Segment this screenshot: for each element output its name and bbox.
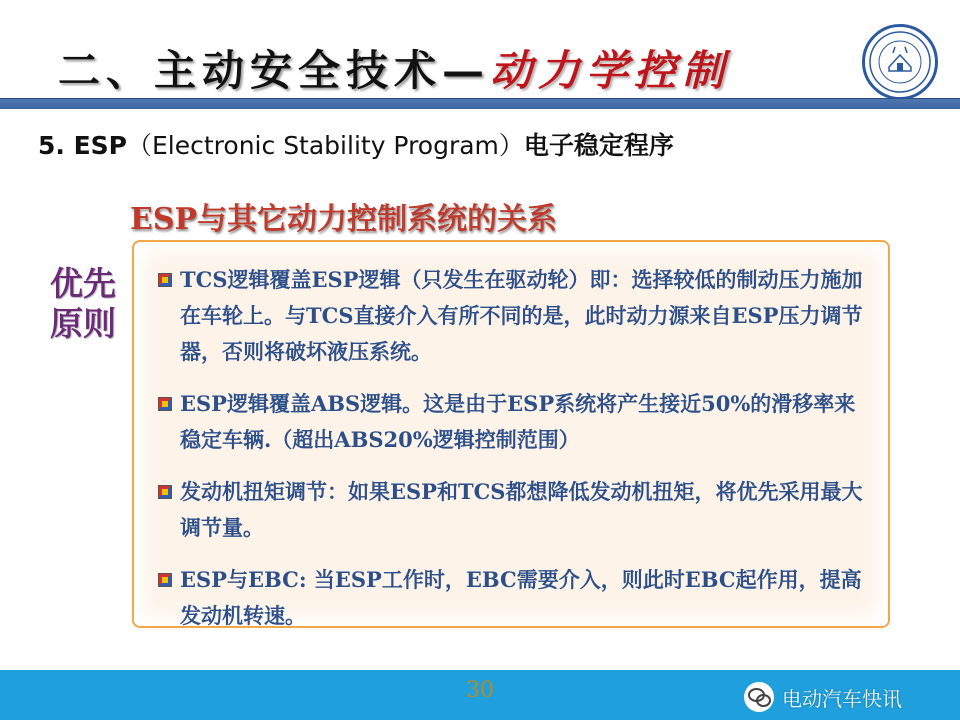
bullet-square-icon [158,485,172,499]
subtitle-english: （Electronic Stability Program） [127,131,524,160]
bullet-item [150,562,876,634]
bullet-text: 发动机扭矩调节：如果ESP和TCS都想降低发动机扭矩，将优先采用最大调节量。 [180,479,863,540]
watermark [744,680,902,714]
section-heading: ESP与其它动力控制系统的关系 [130,202,558,237]
bullet-text: ESP逻辑覆盖ABS逻辑。这是由于ESP系统将产生接近50%的滑移率来稳定车辆.（超出ABS20%逻辑控制范围） [180,391,856,452]
bullet-square-icon [158,397,172,411]
watermark-text: 电动汽车快讯 [782,686,902,711]
wechat-icon [744,682,774,712]
bullet-text: TCS逻辑覆盖ESP逻辑（只发生在驱动轮）即：选择较低的制动压力施加在车轮上。与TCS直接介入有所不同的是，此时动力源来自ESP压力调节器，否则将破坏液压系统。 [180,267,863,364]
bullet-square-icon [158,573,172,587]
side-label [50,264,120,344]
subtitle-prefix: 5. ESP [38,131,128,160]
side-label-line2: 原则 [50,304,116,343]
side-label-line1: 优先 [50,264,116,303]
bullet-item [150,262,876,370]
university-logo [862,24,938,100]
university-seal-icon [865,27,935,97]
slide-title-accent: 动力学控制 [490,46,731,95]
slide-title [58,38,730,98]
bullet-list [150,262,876,650]
subtitle [38,126,674,162]
subtitle-chinese: 电子稳定程序 [523,131,674,160]
bullet-item [150,386,876,458]
bullet-square-icon [158,273,172,287]
bullet-item [150,474,876,546]
header-divider [0,98,960,109]
slide-title-main: 二、主动安全技术— [58,46,491,95]
page-number: 30 [466,678,494,703]
bullet-text: ESP与EBC: 当ESP工作时，EBC需要介入，则此时EBC起作用，提高发动机转速。 [180,567,862,628]
